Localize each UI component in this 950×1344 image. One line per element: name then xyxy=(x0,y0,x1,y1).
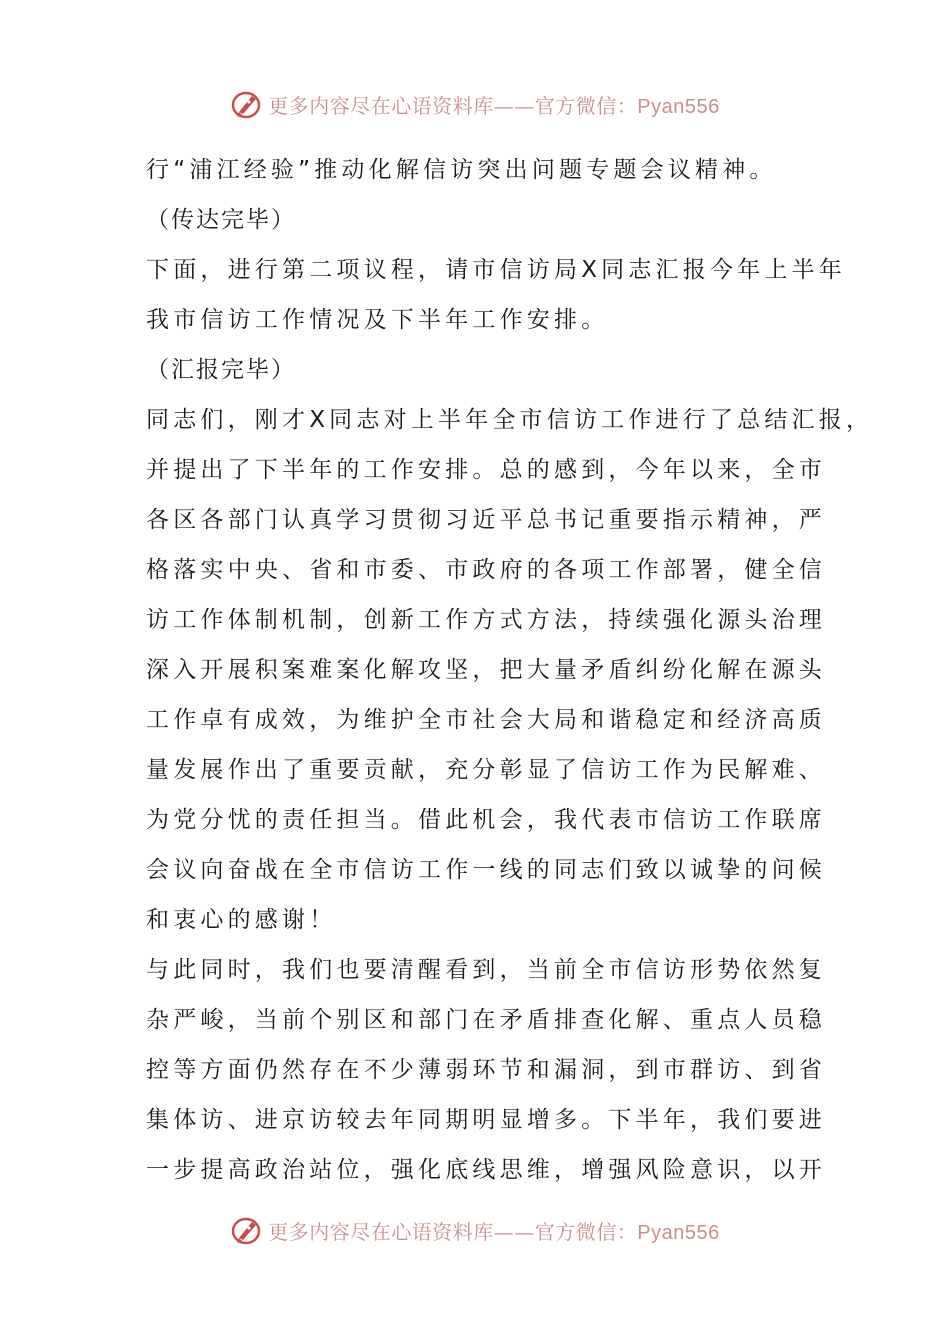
text-line: 与此同时，我们也要清醒看到，当前全市信访形势依然复 xyxy=(146,957,826,983)
text-line: 下面，进行第二项议程，请市信访局X同志汇报今年上半年 xyxy=(146,257,846,283)
text-line: 工作卓有成效，为维护全市社会大局和谐稳定和经济高质 xyxy=(146,707,826,733)
text-line: 一步提高政治站位，强化底线思维，增强风险意识，以开 xyxy=(146,1157,826,1183)
text-line: 并提出了下半年的工作安排。总的感到，今年以来，全市 xyxy=(146,457,826,483)
text-line: 会议向奋战在全市信访工作一线的同志们致以诚挚的问候 xyxy=(146,857,826,883)
footer-banner xyxy=(0,1210,950,1250)
text-line: 我市信访工作情况及下半年工作安排。 xyxy=(146,307,609,333)
document-body xyxy=(146,145,874,1195)
text-line: 为党分忧的责任担当。借此机会，我代表市信访工作联席 xyxy=(146,807,826,833)
text-line: 和衷心的感谢！ xyxy=(146,907,337,933)
header-banner xyxy=(0,84,950,124)
text-line: （传达完毕） xyxy=(146,207,296,233)
text-line: （汇报完毕） xyxy=(146,357,296,383)
pen-nib-logo-icon xyxy=(230,87,264,121)
text-line: 杂严峻，当前个别区和部门在矛盾排查化解、重点人员稳 xyxy=(146,1007,826,1033)
text-line: 集体访、进京访较去年同期明显增多。下半年，我们要进 xyxy=(146,1107,826,1133)
banner-wechat-id: Pyan556 xyxy=(637,1221,720,1244)
text-line: 各区各部门认真学习贯彻习近平总书记重要指示精神，严 xyxy=(146,507,826,533)
text-line: 深入开展积案难案化解攻坚，把大量矛盾纠纷化解在源头 xyxy=(146,657,826,683)
text-line: 量发展作出了重要贡献，充分彰显了信访工作为民解难、 xyxy=(146,757,826,783)
text-line: 行“浦江经验”推动化解信访突出问题专题会议精神。 xyxy=(146,157,777,183)
text-line: 访工作体制机制，创新工作方式方法，持续强化源头治理 xyxy=(146,607,826,633)
text-line: 同志们，刚才X同志对上半年全市信访工作进行了总结汇报， xyxy=(146,407,874,433)
banner-wechat-id: Pyan556 xyxy=(637,95,720,118)
text-line: 格落实中央、省和市委、市政府的各项工作部署，健全信 xyxy=(146,557,826,583)
banner-site-text: 更多内容尽在心语资料库——官方微信： xyxy=(268,93,638,118)
text-line: 控等方面仍然存在不少薄弱环节和漏洞，到市群访、到省 xyxy=(146,1057,826,1083)
pen-nib-logo-icon xyxy=(230,1213,264,1247)
banner-site-text: 更多内容尽在心语资料库——官方微信： xyxy=(268,1219,638,1244)
